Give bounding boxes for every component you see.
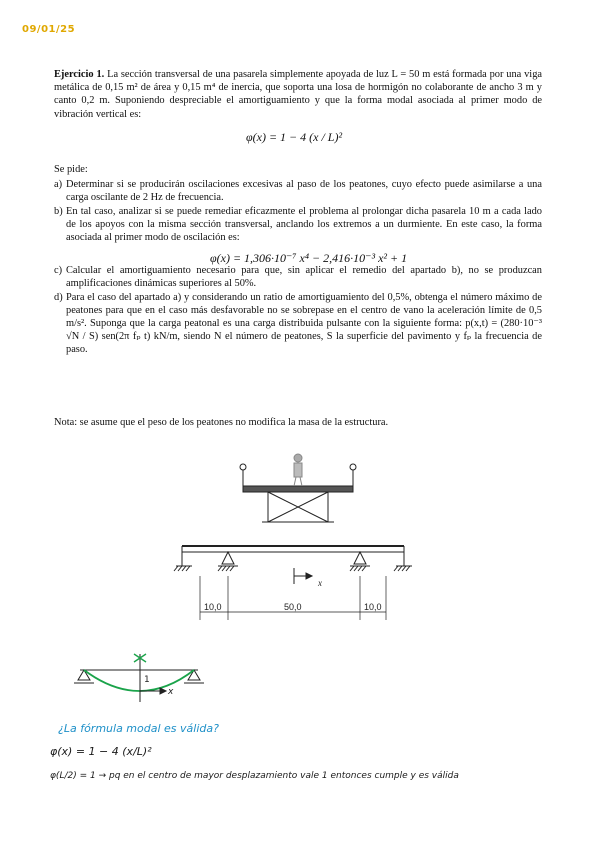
pedestrian-icon: [294, 454, 302, 486]
item-text: Calcular el amortiguamiento necesario para que, sin aplicar el remedio del apartado b), no se produzcan amplificaciones dinámicas superiores al 50%.: [66, 265, 542, 289]
item-text: Determinar si se producirán oscilaciones excesivas al paso de los peatones, cuyo efecto puede asimilarse a una carga oscilante de 2 Hz de frecuencia.: [66, 179, 542, 203]
se-pide-label: Se pide:: [54, 164, 88, 175]
dim-left: 10,0: [204, 602, 222, 612]
sketch-mid-value: 1: [144, 675, 150, 685]
item-text: En tal caso, analizar si se puede remediar eficazmente el problema al prolongar dicha pasarela 10 m a cada lado de los apoyos con la misma sección transversal, anclando los extremos a un durmiente. En este caso, la forma asociada al primer modo de oscilación es:: [66, 206, 542, 243]
handwritten-line-1: φ(x) = 1 − 4 (x/L)²: [50, 745, 152, 758]
cross-section-drawing: [240, 454, 356, 522]
support-left-pin: [218, 552, 238, 571]
modal-shape-equation: φ(x) = 1 − 4 (x / L)²: [246, 130, 343, 144]
item-label: d): [54, 292, 63, 303]
dim-right: 10,0: [364, 602, 382, 612]
item-label: a): [54, 179, 63, 190]
date-stamp: 09/01/25: [22, 24, 76, 35]
exercise-title: Ejercicio 1.: [54, 69, 105, 80]
sketch-axis-label: x: [168, 687, 174, 697]
support-right-pin: [350, 552, 370, 571]
note-text: Nota: se asume que el peso de los peatones no modifica la masa de la estructura.: [54, 417, 389, 428]
handwritten-line-2: φ(L/2) = 1 → pq en el centro de mayor desplazamiento vale 1 entonces cumple y es válida: [50, 771, 459, 781]
support-right-end: [394, 566, 412, 571]
extended-modal-equation: φ(x) = 1,306·10⁻⁷ x⁴ − 2,416·10⁻³ x² + 1: [210, 251, 408, 265]
exercise-intro-text: La sección transversal de una pasarela simplemente apoyada de luz L = 50 m está formada por una viga metálica de 0,15 m² de área y 0,15 m⁴ de inercia, que soporta una losa de hormigón no colaborante de ancho 3 m y canto 0,2 m. Suponiendo despreciable el amortiguamiento y que la forma modal asociada al primer modo de vibración vertical es:: [54, 69, 543, 120]
elevation-axis-label: x: [318, 578, 322, 588]
handwritten-question: ¿La fórmula modal es válida?: [58, 722, 219, 735]
mode-shape-sketch: [74, 654, 204, 702]
item-text: Para el caso del apartado a) y considerando un ratio de amortiguamiento del 0,5%, obtenga el número máximo de peatones para que en el caso más desfavorable no se sobrepase en el centro de vano la aceleración límite de 0,5 m/s². Suponga que la carga peatonal es una carga distribuida pulsante con la siguiente forma: p(x,t) = (280·10⁻³ √N / S) sen(2π fₚ t) kN/m, siendo N el número de peatones, S la superficie del pavimento y fₚ la frecuencia de paso.: [66, 292, 542, 355]
dim-middle: 50,0: [284, 602, 302, 612]
support-left-end: [174, 566, 192, 571]
item-label: c): [54, 265, 63, 276]
item-label: b): [54, 206, 63, 217]
